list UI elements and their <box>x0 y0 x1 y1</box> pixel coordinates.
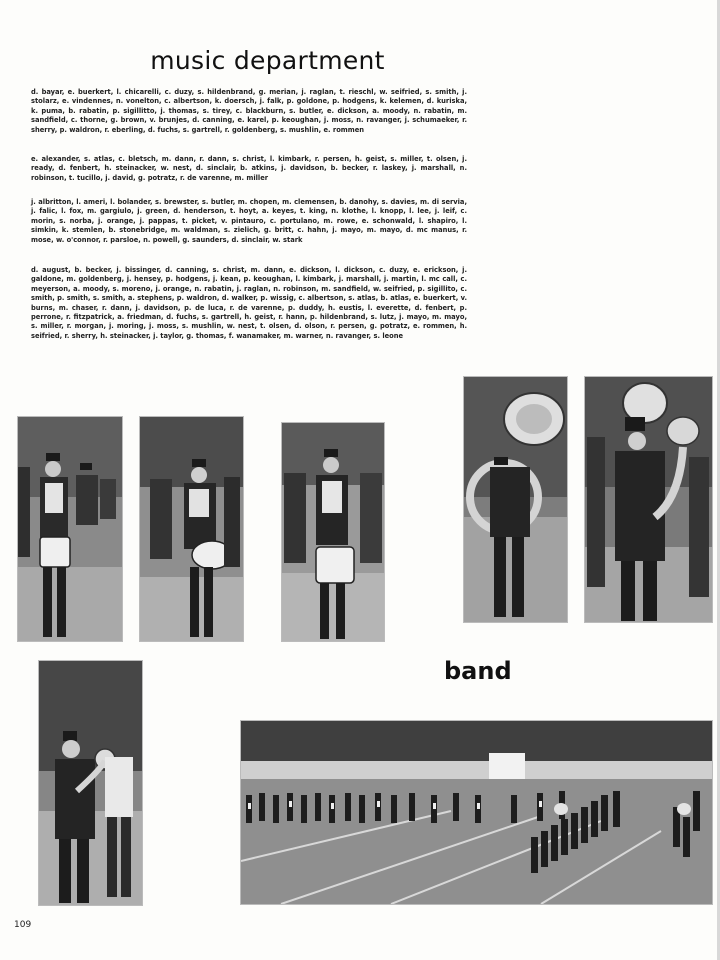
sousaphone-photo-1 <box>463 376 568 623</box>
drummer-photo-1 <box>17 416 123 642</box>
names-paragraph-1: d. bayar, e. buerkert, l. chicarelli, c. duzy, s. hildenbrand, g. merian, j. raglan, t. rieschl, w. seifried, s. smith, j. stolarz, e. vindennes, n. vonelton, c. albertson, k. doersch, j. falk, p. goldone, p. hodgens, k. kelemen, d. kuriska, k. puma, b. rabatin, p. sigillitto, j. thomas, s. tirey, c. blackburn, s. butler, e. dickson, a. moody, n. rabatin, m. sandfield, c. thorne, g. brown, v. brunjes, d. canning, e. karel, p. keoughan, j. moss, n. ravanger, j. schumaeker, r. sherry, p. waldron, r. eberling, d. fuchs, s. gartrell, r. goldenberg, s. mushlin, e. rommen <box>31 88 467 134</box>
drummer-photo-2 <box>139 416 244 642</box>
drummer-photo-3 <box>281 422 385 642</box>
sousaphone-photo-2 <box>584 376 713 623</box>
page-title: music department <box>150 46 385 75</box>
horn-player-photo <box>38 660 143 906</box>
names-paragraph-4: d. august, b. becker, j. bissinger, d. canning, s. christ, m. dann, e. dickson, l. dickson, c. duzy, e. erickson, j. galdone, m. goldenberg, j. hensey, p. hodgens, j. kean, p. keoughan, l. kimbark, j. marshall, j. martin, l. mc call, c. meyerson, a. moody, s. moreno, j. orange, n. rabatin, j. raglan, n. robinson, m. sandfield, w. seifried, p. sigillito, c. smith, p. smith, s. smith, a. stephens, p. waldron, d. walker, p. wissig, c. albertson, s. atlas, b. atlas, e. buerkert, v. burns, m. chaser, r. dann, j. davidson, p. de luca, r. de varenne, p. duddy, h. eustis, l. everette, d. fenbert, p. perrone, r. fitzpatrick, a. friedman, d. fuchs, s. gartrell, h. geist, r. hann, p. hildenbrand, s. lutz, j. mayo, m. mayo, s. miller, r. morgan, j. moring, j. moss, s. mushlin, w. nest, t. olsen, d. olson, r. persen, g. potratz, e. rommen, h. seifried, r. sherry, h. steinacker, j. taylor, g. thomas, f. wanamaker, m. warner, n. ravanger, s. leone <box>31 266 467 340</box>
band-field-photo <box>240 720 713 905</box>
page-number: 109 <box>14 920 32 930</box>
names-paragraph-2: e. alexander, s. atlas, c. bletsch, m. dann, r. dann, s. christ, l. kimbark, r. persen, h. geist, s. miller, t. olsen, j. ready, d. fenbert, h. steinacker, w. nest, d. sinclair, b. atkins, j. davidson, b. becker, r. laskey, j. marshall, n. robinson, t. tucillo, j. david, g. potratz, r. de varenne, m. miller <box>31 155 467 182</box>
band-label: band <box>444 657 512 685</box>
names-paragraph-3: j. albritton, l. ameri, l. bolander, s. brewster, s. butler, m. chopen, m. clemensen, b. danohy, s. davies, m. di servia, j. falic, l. fox, m. gargiulo, j. green, d. henderson, t. hoyt, a. keyes, t. king, n. klothe, l. knopp, l. lee, j. leif, c. morin, s. norba, j. orange, j. pappas, t. picket, v. pintauro, c. portulano, m. rowe, e. schonwald, l. shapiro, l. simkin, k. stemlen, b. stonebridge, m. waldman, s. zielich, g. britt, c. hahn, j. mayo, m. mayo, d. mc manus, r. mose, w. o'connor, r. parsloe, n. powell, g. saunders, d. sinclair, w. stark <box>31 198 467 244</box>
